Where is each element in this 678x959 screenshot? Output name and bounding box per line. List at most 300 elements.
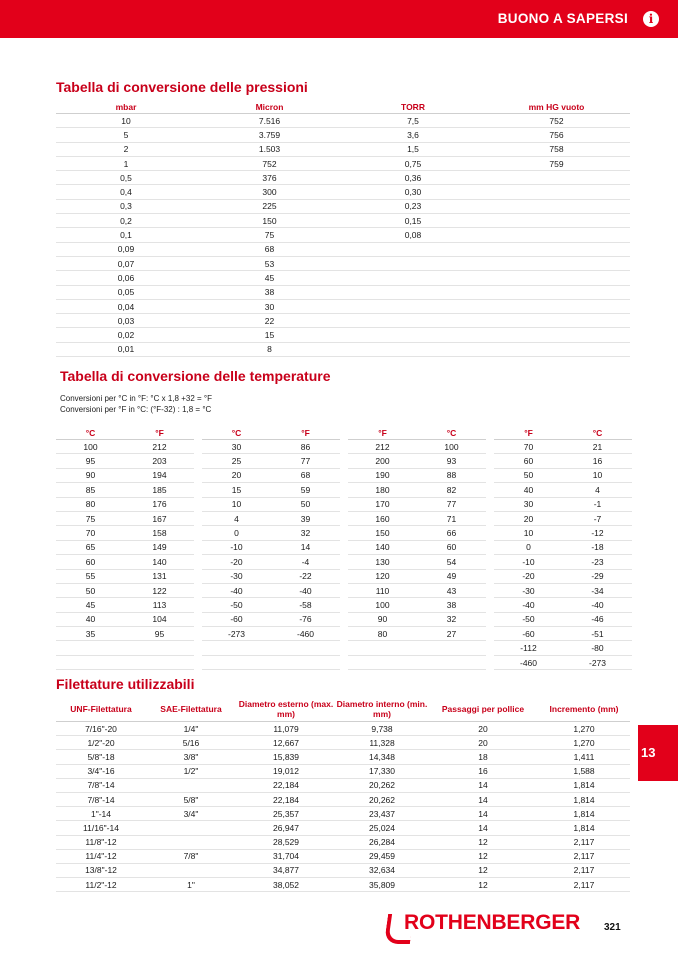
- column-header: SAE-Filettatura: [146, 697, 236, 722]
- table-row: [56, 821, 630, 835]
- table-cell: 113: [125, 598, 194, 612]
- table-cell: 43: [417, 583, 486, 597]
- table-cell: -1: [563, 497, 632, 511]
- table-row: [56, 468, 194, 482]
- table-cell: -40: [202, 583, 271, 597]
- table-row: [494, 526, 632, 540]
- table-cell: 212: [348, 440, 417, 454]
- table-cell: [483, 228, 630, 242]
- table-cell: [343, 285, 483, 299]
- table-cell: [417, 641, 486, 655]
- table-cell: [417, 655, 486, 669]
- table-row: [56, 214, 630, 228]
- table-cell: 65: [56, 540, 125, 554]
- table-cell: [483, 242, 630, 256]
- table-row: [348, 598, 486, 612]
- table-row: [56, 750, 630, 764]
- table-cell: 23,437: [336, 807, 428, 821]
- table-row: [56, 627, 194, 641]
- table-row: [202, 627, 340, 641]
- table-row: [56, 497, 194, 511]
- temperature-table: [348, 427, 486, 670]
- table-cell: 32,634: [336, 863, 428, 877]
- table-cell: 70: [494, 440, 563, 454]
- table-cell: 71: [417, 511, 486, 525]
- pressure-table-title: Tabella di conversione delle pressioni: [56, 79, 308, 95]
- table-cell: 40: [56, 612, 125, 626]
- table-cell: 60: [56, 555, 125, 569]
- table-cell: 140: [125, 555, 194, 569]
- table-cell: [483, 285, 630, 299]
- table-cell: [271, 655, 340, 669]
- table-cell: 82: [417, 483, 486, 497]
- table-cell: 3.759: [196, 128, 343, 142]
- table-cell: 150: [196, 214, 343, 228]
- table-cell: 3/4": [146, 807, 236, 821]
- table-row: [56, 569, 194, 583]
- table-row: [348, 583, 486, 597]
- table-cell: 49: [417, 569, 486, 583]
- table-cell: 1/2"-20: [56, 736, 146, 750]
- table-cell: 5: [56, 128, 196, 142]
- table-cell: 30: [196, 299, 343, 313]
- column-header: °F: [271, 427, 340, 440]
- table-cell: 176: [125, 497, 194, 511]
- table-row: [56, 526, 194, 540]
- table-cell: 13/8"-12: [56, 863, 146, 877]
- table-cell: 0,23: [343, 199, 483, 213]
- table-cell: 2,117: [538, 835, 630, 849]
- table-cell: 200: [348, 454, 417, 468]
- table-cell: 300: [196, 185, 343, 199]
- table-cell: [146, 835, 236, 849]
- table-row: [202, 511, 340, 525]
- table-cell: 11/2"-12: [56, 878, 146, 892]
- table-cell: 95: [56, 454, 125, 468]
- table-row: [56, 849, 630, 863]
- table-cell: 88: [417, 468, 486, 482]
- table-cell: -51: [563, 627, 632, 641]
- table-cell: 53: [196, 256, 343, 270]
- table-cell: 35,809: [336, 878, 428, 892]
- table-row: [494, 555, 632, 569]
- column-header: Diametro interno (min. mm): [336, 697, 428, 722]
- table-row: [56, 271, 630, 285]
- table-cell: 20: [494, 511, 563, 525]
- column-header: UNF-Filettatura: [56, 697, 146, 722]
- table-cell: 70: [56, 526, 125, 540]
- table-cell: 140: [348, 540, 417, 554]
- table-cell: 95: [125, 627, 194, 641]
- table-cell: 7.516: [196, 114, 343, 128]
- table-cell: -22: [271, 569, 340, 583]
- table-cell: 0,5: [56, 171, 196, 185]
- table-cell: 68: [196, 242, 343, 256]
- table-row: [348, 540, 486, 554]
- table-row: [56, 156, 630, 170]
- column-header: mm HG vuoto: [483, 100, 630, 114]
- table-cell: -40: [271, 583, 340, 597]
- table-cell: 12: [428, 835, 538, 849]
- table-cell: 149: [125, 540, 194, 554]
- table-row: [348, 440, 486, 454]
- table-cell: 90: [348, 612, 417, 626]
- table-row: [56, 128, 630, 142]
- chapter-tab: [638, 725, 678, 781]
- table-cell: 35: [56, 627, 125, 641]
- table-cell: -7: [563, 511, 632, 525]
- table-cell: 40: [494, 483, 563, 497]
- table-cell: 15,839: [236, 750, 336, 764]
- column-header: Micron: [196, 100, 343, 114]
- table-cell: 10: [56, 114, 196, 128]
- table-cell: 30: [202, 440, 271, 454]
- table-cell: 27: [417, 627, 486, 641]
- table-row: [202, 526, 340, 540]
- table-cell: 29,459: [336, 849, 428, 863]
- temperature-table-title: Tabella di conversione delle temperature: [60, 368, 331, 384]
- table-cell: 54: [417, 555, 486, 569]
- table-cell: -34: [563, 583, 632, 597]
- table-cell: [483, 171, 630, 185]
- table-cell: 100: [348, 598, 417, 612]
- table-cell: 11,079: [236, 722, 336, 736]
- table-cell: 194: [125, 468, 194, 482]
- table-header: [348, 427, 486, 440]
- table-cell: -12: [563, 526, 632, 540]
- column-header: °C: [417, 427, 486, 440]
- table-cell: [125, 655, 194, 669]
- table-cell: 150: [348, 526, 417, 540]
- table-cell: -40: [494, 598, 563, 612]
- table-cell: 7/8"-14: [56, 778, 146, 792]
- table-cell: 225: [196, 199, 343, 213]
- table-row: [348, 526, 486, 540]
- table-cell: -10: [202, 540, 271, 554]
- table-cell: 1"-14: [56, 807, 146, 821]
- table-cell: 0,07: [56, 256, 196, 270]
- table-row: [494, 497, 632, 511]
- table-cell: 0,03: [56, 314, 196, 328]
- table-cell: 170: [348, 497, 417, 511]
- chapter-number: 13: [641, 745, 656, 760]
- table-row: [494, 483, 632, 497]
- table-cell: 1,814: [538, 821, 630, 835]
- table-row: [56, 142, 630, 156]
- table-cell: 12,667: [236, 736, 336, 750]
- brand-name: ROTHENBERGER: [404, 911, 581, 934]
- table-cell: 75: [56, 511, 125, 525]
- table-cell: 22,184: [236, 778, 336, 792]
- temperature-table: [494, 427, 632, 670]
- table-cell: 1/2": [146, 764, 236, 778]
- info-icon: i: [643, 11, 659, 27]
- table-cell: -10: [494, 555, 563, 569]
- table-row: [56, 540, 194, 554]
- table-cell: 1,270: [538, 736, 630, 750]
- table-row: [348, 655, 486, 669]
- table-cell: 0,30: [343, 185, 483, 199]
- table-row: [494, 569, 632, 583]
- temperature-table: [56, 427, 194, 670]
- table-cell: 0,01: [56, 342, 196, 356]
- table-row: [56, 655, 194, 669]
- table-row: [202, 555, 340, 569]
- table-cell: 0,2: [56, 214, 196, 228]
- column-header: Passaggi per pollice: [428, 697, 538, 722]
- table-cell: 10: [563, 468, 632, 482]
- table-cell: [202, 641, 271, 655]
- table-cell: 50: [56, 583, 125, 597]
- table-row: [494, 468, 632, 482]
- table-cell: [125, 641, 194, 655]
- table-cell: 14: [428, 792, 538, 806]
- table-row: [202, 641, 340, 655]
- table-cell: 38: [196, 285, 343, 299]
- table-cell: -273: [202, 627, 271, 641]
- table-cell: 160: [348, 511, 417, 525]
- table-row: [494, 655, 632, 669]
- table-cell: 2,117: [538, 878, 630, 892]
- table-cell: 17,330: [336, 764, 428, 778]
- table-cell: 0: [494, 540, 563, 554]
- table-cell: [271, 641, 340, 655]
- table-cell: 31,704: [236, 849, 336, 863]
- threads-table-title: Filettature utilizzabili: [56, 676, 195, 692]
- table-row: [494, 641, 632, 655]
- table-cell: 180: [348, 483, 417, 497]
- table-cell: 86: [271, 440, 340, 454]
- column-header: mbar: [56, 100, 196, 114]
- table-cell: 59: [271, 483, 340, 497]
- table-cell: 60: [494, 454, 563, 468]
- table-cell: 4: [202, 511, 271, 525]
- table-row: [494, 454, 632, 468]
- table-cell: 19,012: [236, 764, 336, 778]
- table-cell: 90: [56, 468, 125, 482]
- table-row: [56, 778, 630, 792]
- table-cell: 185: [125, 483, 194, 497]
- table-cell: 50: [271, 497, 340, 511]
- table-row: [494, 540, 632, 554]
- column-header: °F: [348, 427, 417, 440]
- table-row: [202, 612, 340, 626]
- table-row: [348, 627, 486, 641]
- table-cell: 30: [494, 497, 563, 511]
- table-row: [56, 114, 630, 128]
- table-cell: 158: [125, 526, 194, 540]
- table-row: [56, 171, 630, 185]
- table-cell: [483, 271, 630, 285]
- table-cell: 110: [348, 583, 417, 597]
- table-cell: 55: [56, 569, 125, 583]
- table-cell: -30: [494, 583, 563, 597]
- table-row: [56, 583, 194, 597]
- table-cell: 758: [483, 142, 630, 156]
- table-cell: -76: [271, 612, 340, 626]
- table-cell: -60: [202, 612, 271, 626]
- table-cell: -20: [202, 555, 271, 569]
- table-cell: 167: [125, 511, 194, 525]
- table-row: [202, 569, 340, 583]
- table-row: [494, 583, 632, 597]
- table-header: [202, 427, 340, 440]
- table-cell: 3/4"-16: [56, 764, 146, 778]
- table-cell: -80: [563, 641, 632, 655]
- column-header: Incremento (mm): [538, 697, 630, 722]
- table-cell: -273: [563, 655, 632, 669]
- table-cell: 5/8": [146, 792, 236, 806]
- table-cell: -30: [202, 569, 271, 583]
- table-row: [202, 598, 340, 612]
- table-cell: 2,117: [538, 849, 630, 863]
- table-row: [202, 483, 340, 497]
- column-header: °C: [56, 427, 125, 440]
- table-row: [56, 454, 194, 468]
- table-row: [56, 641, 194, 655]
- table-cell: 34,877: [236, 863, 336, 877]
- table-cell: 1": [146, 878, 236, 892]
- table-cell: 2,117: [538, 863, 630, 877]
- table-row: [348, 569, 486, 583]
- table-cell: -50: [202, 598, 271, 612]
- table-row: [494, 440, 632, 454]
- table-cell: 0,08: [343, 228, 483, 242]
- table-row: [348, 612, 486, 626]
- table-cell: 1,270: [538, 722, 630, 736]
- table-cell: 122: [125, 583, 194, 597]
- table-cell: 3/8": [146, 750, 236, 764]
- table-cell: 14: [428, 807, 538, 821]
- table-row: [56, 807, 630, 821]
- table-cell: [343, 256, 483, 270]
- table-cell: 0: [202, 526, 271, 540]
- table-cell: [483, 328, 630, 342]
- table-row: [348, 454, 486, 468]
- table-cell: -60: [494, 627, 563, 641]
- table-cell: 45: [196, 271, 343, 285]
- table-cell: 130: [348, 555, 417, 569]
- table-cell: 7/8"-14: [56, 792, 146, 806]
- table-row: [348, 497, 486, 511]
- table-cell: 25: [202, 454, 271, 468]
- table-cell: [348, 655, 417, 669]
- table-cell: 14: [428, 821, 538, 835]
- table-cell: [146, 778, 236, 792]
- table-cell: [483, 314, 630, 328]
- table-cell: [202, 655, 271, 669]
- table-cell: 0,36: [343, 171, 483, 185]
- table-row: [56, 185, 630, 199]
- table-cell: 66: [417, 526, 486, 540]
- table-cell: 1.503: [196, 142, 343, 156]
- header-title: BUONO A SAPERSI: [497, 11, 628, 26]
- table-row: [56, 792, 630, 806]
- column-header: °C: [563, 427, 632, 440]
- table-cell: 93: [417, 454, 486, 468]
- table-cell: 1/4": [146, 722, 236, 736]
- table-cell: 39: [271, 511, 340, 525]
- table-cell: 1,5: [343, 142, 483, 156]
- table-cell: -112: [494, 641, 563, 655]
- table-cell: 5/16: [146, 736, 236, 750]
- table-cell: 100: [56, 440, 125, 454]
- table-cell: [343, 242, 483, 256]
- table-cell: 2: [56, 142, 196, 156]
- table-cell: 26,947: [236, 821, 336, 835]
- table-cell: 756: [483, 128, 630, 142]
- table-cell: 21: [563, 440, 632, 454]
- table-cell: -50: [494, 612, 563, 626]
- table-cell: 14,348: [336, 750, 428, 764]
- table-cell: [343, 314, 483, 328]
- table-cell: 15: [196, 328, 343, 342]
- table-row: [348, 641, 486, 655]
- table-cell: 9,738: [336, 722, 428, 736]
- table-row: [56, 440, 194, 454]
- table-cell: 5/8"-18: [56, 750, 146, 764]
- table-cell: 14: [428, 778, 538, 792]
- table-cell: [483, 214, 630, 228]
- table-cell: 77: [417, 497, 486, 511]
- table-cell: 752: [483, 114, 630, 128]
- table-cell: 0,75: [343, 156, 483, 170]
- table-cell: [348, 641, 417, 655]
- table-cell: 32: [417, 612, 486, 626]
- table-cell: 0,04: [56, 299, 196, 313]
- table-cell: 0,3: [56, 199, 196, 213]
- table-cell: [343, 328, 483, 342]
- table-cell: 45: [56, 598, 125, 612]
- pressure-table: [56, 100, 630, 357]
- table-cell: 100: [417, 440, 486, 454]
- table-cell: [483, 299, 630, 313]
- table-row: [202, 655, 340, 669]
- table-cell: 376: [196, 171, 343, 185]
- pressure-table-header: [56, 100, 630, 114]
- table-cell: 38,052: [236, 878, 336, 892]
- table-row: [56, 511, 194, 525]
- table-row: [56, 228, 630, 242]
- table-row: [56, 256, 630, 270]
- table-cell: 11,328: [336, 736, 428, 750]
- table-cell: 120: [348, 569, 417, 583]
- table-cell: -29: [563, 569, 632, 583]
- table-cell: 190: [348, 468, 417, 482]
- table-row: [202, 454, 340, 468]
- table-cell: 20: [428, 722, 538, 736]
- table-cell: 203: [125, 454, 194, 468]
- table-cell: 3,6: [343, 128, 483, 142]
- table-cell: 26,284: [336, 835, 428, 849]
- table-row: [494, 612, 632, 626]
- table-row: [494, 511, 632, 525]
- table-row: [56, 285, 630, 299]
- table-cell: [343, 342, 483, 356]
- table-cell: -40: [563, 598, 632, 612]
- table-cell: 16: [563, 454, 632, 468]
- table-cell: 7/8": [146, 849, 236, 863]
- table-cell: 15: [202, 483, 271, 497]
- column-header: °C: [202, 427, 271, 440]
- table-cell: 1: [56, 156, 196, 170]
- table-cell: 752: [196, 156, 343, 170]
- table-cell: -460: [271, 627, 340, 641]
- table-cell: -4: [271, 555, 340, 569]
- table-cell: 1,588: [538, 764, 630, 778]
- table-row: [56, 328, 630, 342]
- table-cell: 1,814: [538, 778, 630, 792]
